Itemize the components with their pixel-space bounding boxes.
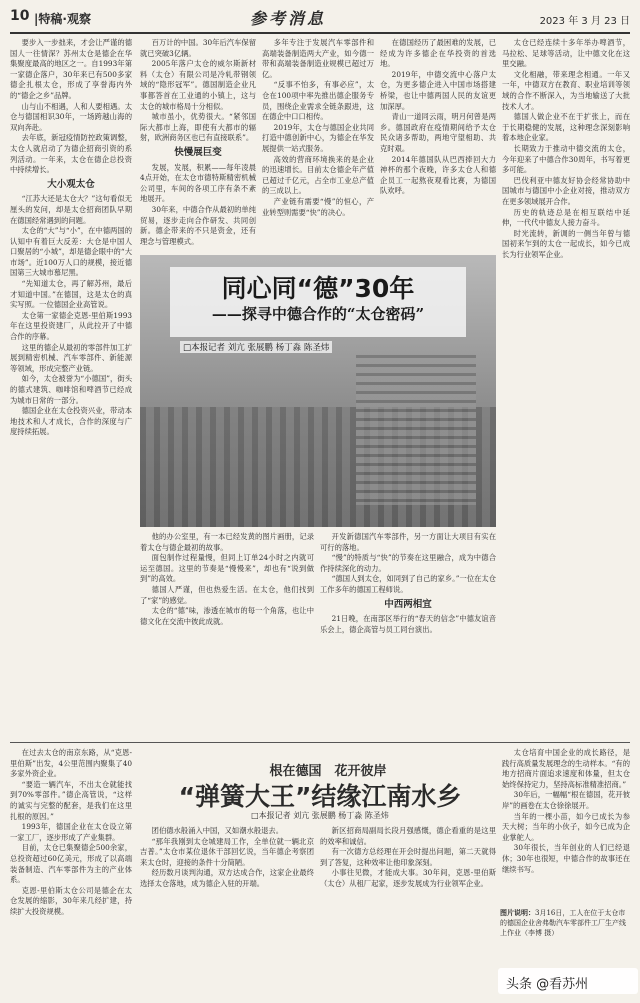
- paragraph: 经历数月谈判沟通，双方达成合作，这家企业最终选择太仓落地，成为德企入驻的开端。: [140, 868, 314, 888]
- paragraph: 新区招商局副局长段月强感慨，德企看重的是这里的效率和诚信。: [320, 826, 496, 846]
- caption-label: 图片说明：: [500, 909, 535, 917]
- page-header: [10, 6, 630, 34]
- paragraph: 他的办公室里，有一本已经发黄的图片画册，记录着太仓与德企最初的故事。: [140, 532, 314, 552]
- paragraph: “那年我刚到太仓城建局工作，全单位就一辆北京吉普。”太仓市某位退休干部回忆说，当年德企考察团来太仓时，迎接的条件十分简陋。: [140, 836, 314, 867]
- paragraph: 太仓第一家德企克恩-里伯斯1993年在这里投资建厂，从此拉开了中德合作的序幕。: [10, 310, 132, 342]
- article-column-4: [380, 38, 496, 250]
- paragraph: “江苏大还是太仓大？”这句看似无厘头的发问，却是太仓招商团队早期在德国经常遇到的问题。: [10, 194, 132, 225]
- paragraph: 太仓已经连续十多年举办啤酒节，马拉松、足球等活动，让中德文化在这里交融。: [502, 38, 630, 69]
- paragraph: 如今，太仓被誉为“小德国”，街头的德式建筑、咖啡馆和啤酒节已经成为城市日常的一部分。: [10, 374, 132, 405]
- section-subhead: 中西两相宜: [384, 598, 432, 610]
- paragraph: 当年的一棵小苗，如今已成长为参天大树；当年的小伙子，如今已成为企业掌舵人。: [502, 811, 630, 842]
- article-divider: [10, 742, 630, 743]
- paragraph: 2019年，太仓与德国企业共同打造中德创新中心，为德企在华发展提供一站式服务。: [262, 122, 374, 153]
- paragraph: 百万计的中国。30年后汽车保留就已突破3亿辆。: [140, 38, 256, 58]
- paragraph: 1993年，德国企业在太仓设立第一家工厂，逐步形成了产业集群。: [10, 822, 132, 842]
- paragraph: 城市虽小，优势很大。“紧邻国际大都市上海，即使有大都市的辐射，欧洲商务区也已有直接联系”。: [140, 112, 256, 143]
- paragraph: 面包制作过程量慢，但同上订单24小时之内就可运至德国。这里的节奏是“慢慢来”，却也有“说到做到”的高效。: [140, 553, 314, 584]
- paragraph: 在过去太仓的南京东路，从“克恩-里伯斯”出发，4公里范围内聚集了40多家外资企业。: [10, 748, 132, 779]
- paragraph: 文化相融，带来理念相通。一年又一年，中德双方在教育、职业培训等领域的合作不断深入，为当地输送了大批技术人才。: [502, 69, 630, 111]
- watermark: [498, 968, 638, 994]
- paragraph: 长期致力于推动中德交流的太仓，今年迎来了中德合作30周年，书写着更多可能。: [502, 143, 630, 175]
- paragraph: “德国人到太仓，如同到了自己的家乡。”一位在太仓工作多年的德国工程师说。: [320, 574, 496, 594]
- feature-banner-photo: [140, 255, 496, 527]
- article-column-2: [140, 38, 256, 250]
- feature-byline: □本报记者 刘亢 张展鹏 杨丁淼 陈圣炜: [180, 341, 332, 353]
- bottom-column-3: [320, 826, 496, 998]
- paragraph: “要造一辆汽车，不出太仓就能找到70%零部件。”德企高管说，“这样的诚实与完整的配套，是我们在这里扎根的原因。”: [10, 779, 132, 821]
- section-name: |特稿·观察: [34, 12, 91, 26]
- paragraph: 德国企业在太仓投资兴业，带动本地技术和人才成长，合作的深度与广度持续拓展。: [10, 406, 132, 437]
- page-number: 10: [10, 8, 30, 24]
- caption-text: 3月16日，工人在位于太仓市的德国企业舍弗勒汽车零部件工厂生产线上作业（李博 摄）: [500, 909, 626, 937]
- paragraph: 2014年德国队从巴西捧回大力神杯的那个夜晚，许多太仓人和德企员工一起熬夜观看比赛，为德国队欢呼。: [380, 154, 496, 196]
- bottom-column-4: [502, 748, 630, 904]
- paragraph: 太仓的“大”与“小”，在中德两国的认知中有着巨大反差：大仓是中国人口聚居的“小城”，却是德企眼中的“大市场”。近100万人口的规模，接近德国第三大城市慕尼黑。: [10, 226, 132, 278]
- article-headline: “弹簧大王”结缘江南水乡: [178, 782, 462, 811]
- article-kicker: 根在德国 花开彼岸: [269, 764, 387, 779]
- paragraph: 产业链有需要“慢”的恒心，产业转型则需要“快”的决心。: [262, 196, 374, 217]
- paragraph: “反事不怕多，有事必应”，太仓在100项中率先推出德企服务专员，围绕企业需求全链条跟进，这在德企中口口相传。: [262, 80, 374, 122]
- paragraph: 去年底，新冠疫情防控政策调整，太仓人就启动了为德企招商引资的系列活动。一年来，太仓在德企总投资中持续增长。: [10, 133, 132, 175]
- paragraph: 高效的营商环境换来的是企业的迅速增长。目前太仓德企年产值已超过千亿元，占全市工业总产值的三成以上。: [262, 154, 374, 196]
- paragraph: 山与山不相遇，人和人要相遇。太仓与德国相识30年，一场跨越山海的双向奔赴。: [10, 101, 132, 132]
- feature-subtitle: ——探寻中德合作的“太仓密码”: [211, 305, 425, 323]
- section-subhead: 快慢展巨变: [174, 146, 222, 158]
- paragraph: 历史的轨迹总是在相互联结中延伸，一代代中德友人接力奋斗。: [502, 207, 630, 228]
- paragraph: 克恩-里伯斯太仓公司是德企在太仓发展的缩影，30年来几经扩建，持续扩大投资规模。: [10, 885, 132, 916]
- paragraph: 小事往见微，才能成大事。30年间，克恩-里伯斯（太仓）从租厂起家，逐步发展成为行业领军企业。: [320, 868, 496, 888]
- paragraph: “慢”的特质与“快”的节奏在这里融合，成为中德合作持续深化的动力。: [320, 553, 496, 573]
- paragraph: 巴伐利亚中德友好协会经常协助中国城市与德国中小企业对接，推动双方在更多领域展开合作。: [502, 175, 630, 206]
- paragraph: 在德国经历了最困难的发展，已经成为许多德企在华投资的首选地。: [380, 38, 496, 69]
- paragraph: 30年后，一幅幅“根在德国，花开彼岸”的画卷在太仓徐徐展开。: [502, 790, 630, 810]
- photo-caption: [500, 908, 630, 938]
- feature-title: 同心同“德”30年: [221, 274, 415, 303]
- paragraph: 要步入一步拙来，才会让严谨的德国人一往情深？苏州太仓是德企在华集聚度最高的地区之一。自1993年第一家德企落户，30年来已有500多家德企扎根太仓，形成了享誉海内外的“德企之乡”品牌。: [10, 38, 132, 100]
- article-byline: □本报记者 刘亢 张展鹏 杨丁淼 陈圣炜: [251, 811, 389, 820]
- paragraph: 太仓培育中国企业的成长路径，是践行高质量发展理念的生动样本。“有的地方招商片面追求速度和体量，但太仓始终保持定力，坚持高标准精准招商。”: [502, 748, 630, 789]
- paragraph: 30年来，中德合作从最初的单纯贸易，逐步走向合作研发、共同创新。德企带来的不只是资金，还有理念与管理模式。: [140, 204, 256, 246]
- paragraph: 有一次德方总经理在开会时提出问题，第二天就得到了答复，这种效率让他印象深刻。: [320, 847, 496, 867]
- masthead: 参考消息: [250, 9, 327, 28]
- paragraph: 太仓的“德”味，渗透在城市的每一个角落，也让中德文化在交流中彼此成就。: [140, 606, 314, 626]
- paragraph: 开发新德国汽车零部件，另一方面让大项目有实在可行的落地。: [320, 532, 496, 552]
- bottom-column-2: [140, 826, 314, 998]
- paragraph: 2019年，中德交流中心落户太仓，为更多德企进入中国市场搭建桥梁，也让中德两国人民的友谊更加深厚。: [380, 69, 496, 111]
- paragraph: 团伯德水般涌入中国，又如潮水般退去。: [151, 826, 284, 835]
- section-subhead: 大小观太仓: [47, 178, 95, 190]
- paragraph: 青山一道同云雨，明月何曾是两乡。德国政府在疫情期间给予太仓民众诸多帮助，两地守望相助、共克时艰。: [380, 112, 496, 153]
- paragraph: 目前，太仓已集聚德企500余家，总投资超过60亿美元，形成了以高端装备制造、汽车零部件为主的产业体系。: [10, 843, 132, 885]
- paragraph: 发展，发展，积累——每年凌晨4点开始，在太仓市德特斯精密机械公司里，车间的各项工序有条不紊地展开。: [140, 162, 256, 204]
- paragraph: 30年很长，当年创业的人们已经退休；30年也很短，中德合作的故事还在继续书写。: [502, 843, 630, 874]
- bottom-column-1: [10, 748, 132, 998]
- paragraph: 21日晚，在南部区举行的“春天的信念”中德友谊音乐会上，德企高管与员工同台演出。: [320, 614, 496, 634]
- article-column-3b: [320, 532, 496, 738]
- paragraph: 时光流转，新调的一侧当年曾与德国初来乍到的太仓一起成长，如今已成长为行业领军企业。: [502, 228, 630, 259]
- paragraph: 这里的德企从最初的零部件加工扩展到精密机械、汽车零部件、新能源等领域，形成完整产业链。: [10, 342, 132, 373]
- article-column-2b: [140, 532, 314, 738]
- paragraph: “先知道太仓，再了解苏州，最后才知道中国。”在德国，这是太仓的真实写照。一位德国企业高管说。: [10, 279, 132, 310]
- issue-date: 2023 年 3 月 23 日: [539, 16, 630, 27]
- article-column-3: [262, 38, 374, 250]
- watermark-text: 头条 @看苏州: [506, 977, 589, 992]
- title-box: [170, 267, 466, 337]
- paragraph: 多年专注于发展汽车零部件和高端装备制造两大产业，如今德一带和高端装备制造业规模已超过万亿。: [262, 38, 374, 79]
- paragraph: 德国人严谨，但也热爱生活。在太仓，他们找到了“家”的感觉。: [140, 584, 314, 605]
- paragraph: 德国人做企业不在于扩张上，而在于长期稳健的发展，这种理念深刻影响着本地企业家。: [502, 112, 630, 143]
- paragraph: 2005年落户太仓的威尔斯新材料（太仓）有限公司是冷轧带钢领域的“隐形冠军”。德国制造企业凡事都答首在工业通的小镇上，这与太仓的城市格局十分相似。: [140, 59, 256, 111]
- article-column-1: [10, 38, 132, 738]
